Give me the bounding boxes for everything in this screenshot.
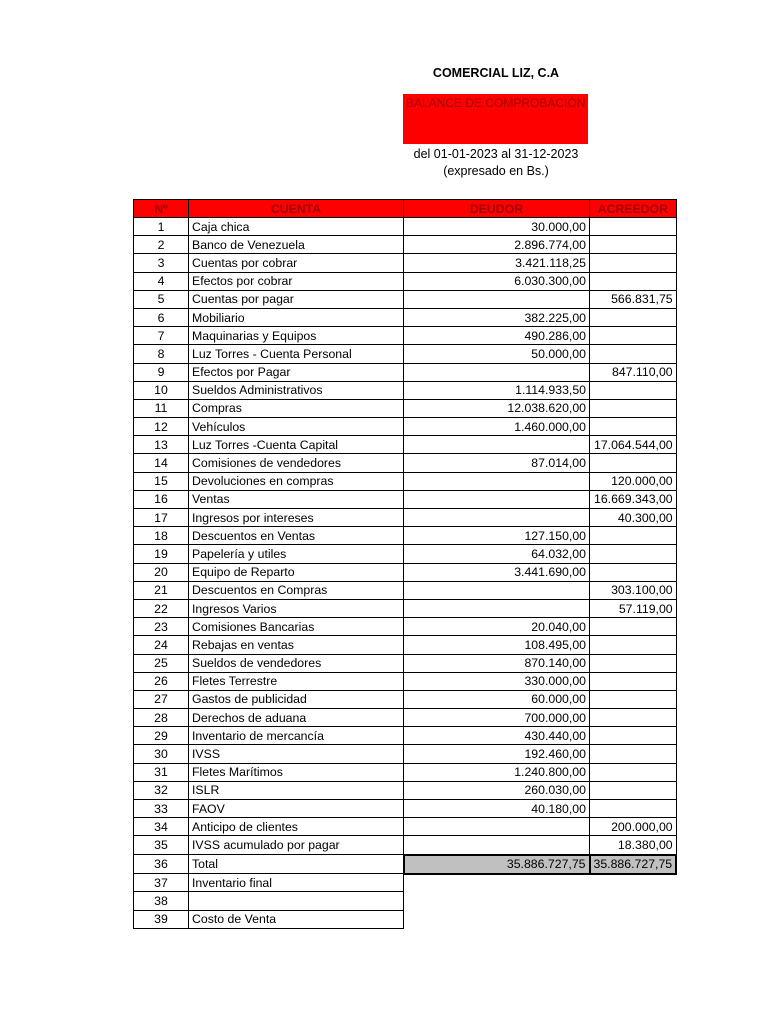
account-name: Gastos de publicidad: [189, 690, 404, 708]
account-name: Banco de Venezuela: [189, 236, 404, 254]
credit-amount: 120.000,00: [590, 472, 677, 490]
row-number: 4: [134, 272, 189, 290]
row-number: 7: [134, 327, 189, 345]
table-row: [134, 399, 677, 417]
debit-amount: [404, 836, 590, 855]
table-row: [134, 418, 677, 436]
debit-amount: 490.286,00: [404, 327, 590, 345]
debit-amount: [404, 490, 590, 508]
table-row: [134, 490, 677, 508]
credit-amount: [590, 709, 677, 727]
credit-amount: [590, 345, 677, 363]
row-number: 20: [134, 563, 189, 581]
table-row: [134, 290, 677, 308]
table-row: [134, 236, 677, 254]
debit-amount: 192.460,00: [404, 745, 590, 763]
row-number: 32: [134, 781, 189, 799]
credit-amount: 566.831,75: [590, 290, 677, 308]
table-row: [134, 818, 677, 836]
empty-cell: [590, 874, 677, 892]
debit-amount: 40.180,00: [404, 800, 590, 818]
credit-amount: [590, 745, 677, 763]
row-number: 3: [134, 254, 189, 272]
row-number: 35: [134, 836, 189, 855]
account-name: Papelería y utiles: [189, 545, 404, 563]
table-row: [134, 308, 677, 326]
credit-amount: [590, 672, 677, 690]
row-number: 10: [134, 381, 189, 399]
col-header-debit: DEUDOR: [404, 200, 590, 218]
account-name: Comisiones Bancarias: [189, 618, 404, 636]
account-name: Descuentos en Ventas: [189, 527, 404, 545]
report-title-box: [403, 94, 588, 144]
debit-amount: [404, 436, 590, 454]
row-number: 26: [134, 672, 189, 690]
row-number: 31: [134, 763, 189, 781]
table-row: [134, 563, 677, 581]
account-name: Cuentas por pagar: [189, 290, 404, 308]
empty-cell: [590, 892, 677, 910]
table-row: [134, 781, 677, 799]
table-row: [134, 545, 677, 563]
account-name: Ingresos Varios: [189, 599, 404, 617]
trial-balance-table: [133, 199, 677, 929]
table-row: [134, 690, 677, 708]
debit-amount: 1.460.000,00: [404, 418, 590, 436]
debit-amount: 1.240.800,00: [404, 763, 590, 781]
row-number: 33: [134, 800, 189, 818]
debit-amount: [404, 599, 590, 617]
table-row: [134, 672, 677, 690]
debit-amount: 1.114.933,50: [404, 381, 590, 399]
account-name: Comisiones de vendedores: [189, 454, 404, 472]
account-name: Descuentos en Compras: [189, 581, 404, 599]
account-name: Devoluciones en compras: [189, 472, 404, 490]
debit-amount: 20.040,00: [404, 618, 590, 636]
total-row: [134, 855, 677, 874]
row-number: 19: [134, 545, 189, 563]
debit-amount: 382.225,00: [404, 308, 590, 326]
credit-amount: [590, 381, 677, 399]
debit-amount: 50.000,00: [404, 345, 590, 363]
account-name: Fletes Marítimos: [189, 763, 404, 781]
row-number: 1: [134, 218, 189, 236]
table-row: [134, 527, 677, 545]
row-number: 6: [134, 308, 189, 326]
credit-amount: [590, 399, 677, 417]
row-number: 16: [134, 490, 189, 508]
account-name: Ingresos por intereses: [189, 509, 404, 527]
row-number: 9: [134, 363, 189, 381]
table-row: [134, 599, 677, 617]
row-number: 25: [134, 654, 189, 672]
period-dates: del 01-01-2023 al 31-12-2023: [413, 147, 579, 161]
debit-amount: 260.030,00: [404, 781, 590, 799]
account-name: IVSS: [189, 745, 404, 763]
total-credit: 35.886.727,75: [590, 855, 677, 874]
credit-amount: 17.064.544,00: [590, 436, 677, 454]
account-name: Equipo de Reparto: [189, 563, 404, 581]
credit-amount: [590, 727, 677, 745]
row-number: 27: [134, 690, 189, 708]
table-row: [134, 345, 677, 363]
account-name: Inventario de mercancía: [189, 727, 404, 745]
account-name: Costo de Venta: [189, 910, 404, 928]
table-row: [134, 709, 677, 727]
row-number: 36: [134, 855, 189, 874]
debit-amount: 30.000,00: [404, 218, 590, 236]
row-number: 21: [134, 581, 189, 599]
account-name: Rebajas en ventas: [189, 636, 404, 654]
table-row: [134, 254, 677, 272]
table-row: [134, 654, 677, 672]
account-name: Fletes Terrestre: [189, 672, 404, 690]
debit-amount: 700.000,00: [404, 709, 590, 727]
account-name: Caja chica: [189, 218, 404, 236]
row-number: 24: [134, 636, 189, 654]
account-name: [189, 892, 404, 910]
row-number: 13: [134, 436, 189, 454]
debit-amount: 870.140,00: [404, 654, 590, 672]
credit-amount: 847.110,00: [590, 363, 677, 381]
row-number: 8: [134, 345, 189, 363]
empty-cell: [404, 910, 590, 928]
row-number: 22: [134, 599, 189, 617]
currency-note: (expresado en Bs.): [443, 164, 549, 178]
credit-amount: [590, 690, 677, 708]
credit-amount: [590, 454, 677, 472]
credit-amount: [590, 763, 677, 781]
table-row: [134, 581, 677, 599]
table-row: [134, 472, 677, 490]
debit-amount: 108.495,00: [404, 636, 590, 654]
row-number: 23: [134, 618, 189, 636]
account-name: FAOV: [189, 800, 404, 818]
row-number: 12: [134, 418, 189, 436]
table-row: [134, 874, 677, 892]
account-name: Ventas: [189, 490, 404, 508]
col-header-credit: ACREEDOR: [590, 200, 677, 218]
table-row: [134, 836, 677, 855]
account-name: Efectos por Pagar: [189, 363, 404, 381]
table-body: [134, 218, 677, 929]
account-name: ISLR: [189, 781, 404, 799]
account-name: Sueldos Administrativos: [189, 381, 404, 399]
debit-amount: [404, 581, 590, 599]
credit-amount: [590, 563, 677, 581]
table-row: [134, 745, 677, 763]
debit-amount: 87.014,00: [404, 454, 590, 472]
table-row: [134, 218, 677, 236]
table-row: [134, 363, 677, 381]
row-number: 38: [134, 892, 189, 910]
debit-amount: [404, 290, 590, 308]
credit-amount: [590, 781, 677, 799]
row-number: 28: [134, 709, 189, 727]
credit-amount: [590, 308, 677, 326]
account-name: Compras: [189, 399, 404, 417]
table-row: [134, 892, 677, 910]
debit-amount: [404, 472, 590, 490]
debit-amount: 127.150,00: [404, 527, 590, 545]
report-title: BALANCE DE COMPROBACIÓN: [406, 96, 586, 110]
col-header-account: CUENTA: [189, 200, 404, 218]
credit-amount: 18.380,00: [590, 836, 677, 855]
table-row: [134, 509, 677, 527]
credit-amount: [590, 654, 677, 672]
account-name: Vehículos: [189, 418, 404, 436]
account-name: IVSS acumulado por pagar: [189, 836, 404, 855]
table-row: [134, 327, 677, 345]
table-row: [134, 636, 677, 654]
company-name: COMERCIAL LIZ, C.A: [432, 66, 560, 80]
account-name: Luz Torres - Cuenta Personal: [189, 345, 404, 363]
row-number: 5: [134, 290, 189, 308]
row-number: 11: [134, 399, 189, 417]
debit-amount: 430.440,00: [404, 727, 590, 745]
empty-cell: [404, 874, 590, 892]
report-period: [396, 146, 596, 180]
empty-cell: [404, 892, 590, 910]
debit-amount: 6.030.300,00: [404, 272, 590, 290]
debit-amount: 60.000,00: [404, 690, 590, 708]
debit-amount: 3.421.118,25: [404, 254, 590, 272]
debit-amount: [404, 363, 590, 381]
debit-amount: [404, 818, 590, 836]
account-name: Mobiliario: [189, 308, 404, 326]
credit-amount: [590, 254, 677, 272]
table-row: [134, 800, 677, 818]
row-number: 17: [134, 509, 189, 527]
credit-amount: [590, 527, 677, 545]
row-number: 39: [134, 910, 189, 928]
credit-amount: [590, 236, 677, 254]
table-header-row: [134, 200, 677, 218]
row-number: 18: [134, 527, 189, 545]
credit-amount: [590, 636, 677, 654]
debit-amount: 64.032,00: [404, 545, 590, 563]
credit-amount: 200.000,00: [590, 818, 677, 836]
account-name: Sueldos de vendedores: [189, 654, 404, 672]
table-row: [134, 454, 677, 472]
table-row: [134, 910, 677, 928]
credit-amount: [590, 327, 677, 345]
account-name: Inventario final: [189, 874, 404, 892]
table-row: [134, 272, 677, 290]
row-number: 30: [134, 745, 189, 763]
row-number: 14: [134, 454, 189, 472]
table-row: [134, 436, 677, 454]
account-name: Luz Torres -Cuenta Capital: [189, 436, 404, 454]
debit-amount: 3.441.690,00: [404, 563, 590, 581]
account-name: Anticipo de clientes: [189, 818, 404, 836]
table-row: [134, 727, 677, 745]
row-number: 29: [134, 727, 189, 745]
credit-amount: [590, 545, 677, 563]
credit-amount: 303.100,00: [590, 581, 677, 599]
credit-amount: [590, 218, 677, 236]
credit-amount: [590, 418, 677, 436]
credit-amount: [590, 800, 677, 818]
credit-amount: 16.669.343,00: [590, 490, 677, 508]
debit-amount: 2.896.774,00: [404, 236, 590, 254]
col-header-number: Nº: [134, 200, 189, 218]
credit-amount: 40.300,00: [590, 509, 677, 527]
total-label: Total: [189, 855, 404, 874]
credit-amount: 57.119,00: [590, 599, 677, 617]
table-row: [134, 381, 677, 399]
table-row: [134, 618, 677, 636]
row-number: 34: [134, 818, 189, 836]
account-name: Derechos de aduana: [189, 709, 404, 727]
row-number: 15: [134, 472, 189, 490]
credit-amount: [590, 618, 677, 636]
account-name: Efectos por cobrar: [189, 272, 404, 290]
empty-cell: [590, 910, 677, 928]
debit-amount: 330.000,00: [404, 672, 590, 690]
debit-amount: [404, 509, 590, 527]
row-number: 2: [134, 236, 189, 254]
row-number: 37: [134, 874, 189, 892]
credit-amount: [590, 272, 677, 290]
account-name: Maquinarias y Equipos: [189, 327, 404, 345]
debit-amount: 12.038.620,00: [404, 399, 590, 417]
account-name: Cuentas por cobrar: [189, 254, 404, 272]
total-debit: 35.886.727,75: [404, 855, 590, 874]
table-row: [134, 763, 677, 781]
